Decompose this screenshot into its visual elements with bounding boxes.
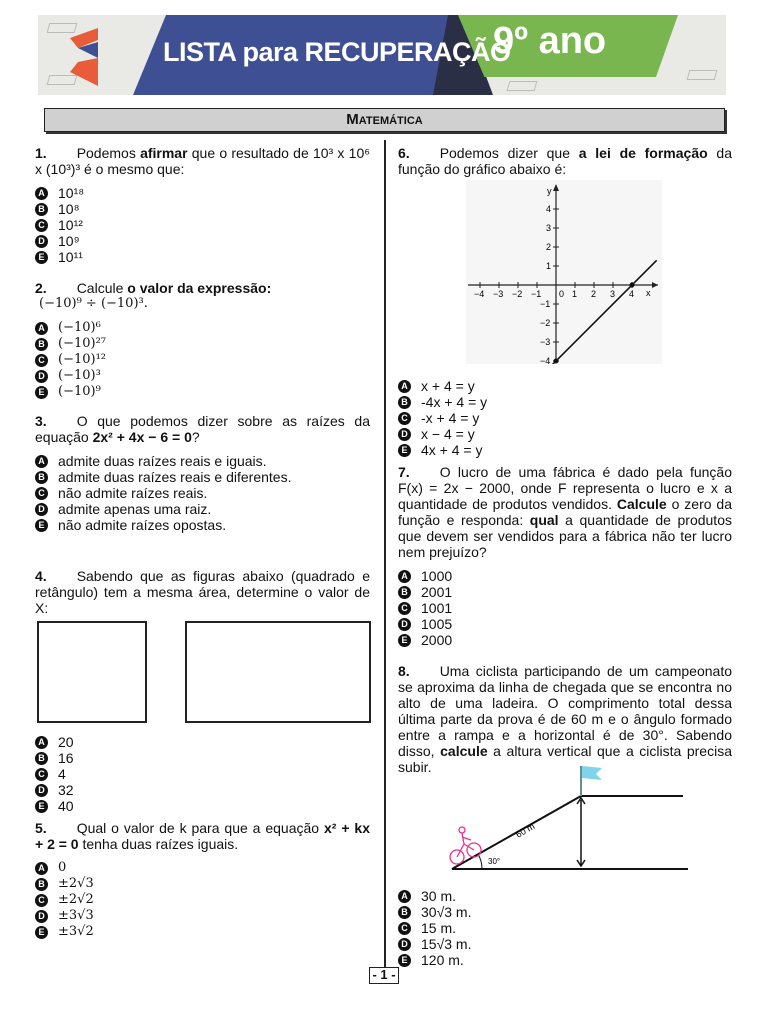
option-text: admite duas raízes reais e iguais. <box>58 453 267 469</box>
stem-text: ? <box>191 429 200 445</box>
option-text: 4x + 4 = y <box>421 442 483 458</box>
option-letter-icon: E <box>35 251 48 264</box>
option-text: ±2√2 <box>58 892 94 907</box>
option-e[interactable] <box>35 517 370 533</box>
option-text: 4 <box>58 766 66 782</box>
question-number: 1. <box>35 145 47 161</box>
option-text: 10¹⁸ <box>58 185 85 201</box>
option-e[interactable] <box>35 384 370 400</box>
question-stem <box>398 464 732 560</box>
question-number: 6. <box>398 145 410 161</box>
option-letter-icon: D <box>35 370 48 383</box>
option-a[interactable] <box>398 378 732 394</box>
option-text: 2001 <box>421 584 453 600</box>
option-c[interactable] <box>398 410 732 426</box>
option-b[interactable] <box>398 584 732 600</box>
option-letter-icon: B <box>398 396 411 409</box>
option-letter-icon: D <box>35 910 48 923</box>
option-text: (−10)³ <box>58 368 101 383</box>
option-text: (−10)²⁷ <box>58 336 107 351</box>
y-tick-label: −1 <box>540 299 551 309</box>
option-letter-icon: C <box>35 487 48 500</box>
option-text: admite duas raízes reais e diferentes. <box>58 469 292 485</box>
option-text: 10¹¹ <box>58 249 83 265</box>
options-list <box>35 185 370 265</box>
stem-text: qual <box>529 512 559 528</box>
stem-text: Sabendo que as figuras abaixo (quadrado e retângulo) tem a mesma área, determine o valor de X: <box>35 568 370 616</box>
question-number: 5. <box>35 820 47 836</box>
question-3 <box>35 413 370 533</box>
stem-text: Podemos dizer que <box>439 145 579 161</box>
option-b[interactable] <box>35 876 370 892</box>
angle-label: 30° <box>488 857 501 866</box>
stem-text: a altura vertical que a ciclista precisa subir. <box>398 743 732 775</box>
x-tick-label: −4 <box>474 289 485 299</box>
stem-text: a lei de formação <box>578 145 708 161</box>
y-axis-label: y <box>547 186 552 196</box>
x-intercept-point <box>630 283 635 288</box>
option-c[interactable] <box>35 766 370 782</box>
option-text: x − 4 = y <box>421 426 475 442</box>
option-letter-icon: E <box>398 634 411 647</box>
option-text: ±3√3 <box>58 908 94 923</box>
option-b[interactable] <box>35 201 370 217</box>
y-tick-label: 3 <box>546 223 552 233</box>
x-tick-label: −3 <box>493 289 504 299</box>
options-list <box>398 888 732 968</box>
option-letter-icon: A <box>398 890 411 903</box>
option-text: 40 <box>58 798 74 814</box>
option-letter-icon: C <box>35 768 48 781</box>
option-letter-icon: A <box>398 380 411 393</box>
option-c[interactable] <box>35 485 370 501</box>
option-letter-icon: D <box>35 784 48 797</box>
header-banner <box>38 15 726 95</box>
option-text: (−10)⁶ <box>58 320 101 335</box>
x-arrow-icon <box>652 282 658 288</box>
stem-text: o valor da expressão: <box>123 280 272 296</box>
option-e[interactable] <box>35 249 370 265</box>
option-b[interactable] <box>398 394 732 410</box>
option-letter-icon: C <box>398 602 411 615</box>
option-text: (−10)⁹ <box>58 384 101 399</box>
option-d[interactable] <box>35 908 370 924</box>
option-text: admite apenas uma raiz. <box>58 501 212 517</box>
question-stem <box>35 568 370 616</box>
stem-text: afirmar <box>140 145 188 161</box>
option-c[interactable] <box>398 600 732 616</box>
option-letter-icon: A <box>35 322 48 335</box>
stem-text: a quantidade de produtos que devem ser vendidos para a fábrica não ter lucro nem prejuízo? <box>398 512 732 560</box>
ramp-figure <box>440 762 690 874</box>
option-letter-icon: B <box>35 752 48 765</box>
cyclist-icon <box>450 827 481 864</box>
option-letter-icon: C <box>35 894 48 907</box>
function-graph <box>466 180 662 364</box>
option-text: 30√3 m. <box>421 904 472 920</box>
question-stem <box>35 413 370 445</box>
option-letter-icon: B <box>398 906 411 919</box>
y-tick-label: −2 <box>540 318 551 328</box>
option-d[interactable] <box>398 936 732 952</box>
stem-text: que o resultado de 10³ x 10⁶ x (10³)³ é o mesmo que: <box>35 145 370 177</box>
x-tick-label: −1 <box>531 289 542 299</box>
option-letter-icon: A <box>35 187 48 200</box>
grade-label: 9º ano <box>493 20 607 62</box>
option-letter-icon: D <box>35 503 48 516</box>
option-text: não admite raízes opostas. <box>58 517 227 533</box>
option-a[interactable] <box>398 888 732 904</box>
flag-icon <box>582 766 602 780</box>
question-stem <box>398 145 732 177</box>
y-tick-label: −3 <box>540 337 551 347</box>
option-text: 30 m. <box>421 888 457 904</box>
stem-text: o zero da função e responda: <box>398 496 732 528</box>
option-text: 2000 <box>421 632 453 648</box>
column-divider <box>384 140 386 968</box>
option-letter-icon: D <box>35 235 48 248</box>
option-b[interactable] <box>35 336 370 352</box>
stem-text: calcule <box>440 743 488 759</box>
options-list <box>35 860 370 940</box>
options-list <box>35 734 370 814</box>
question-7 <box>398 464 732 648</box>
option-a[interactable] <box>35 734 370 750</box>
option-e[interactable] <box>35 924 370 940</box>
option-d[interactable] <box>35 782 370 798</box>
option-text: 32 <box>58 782 74 798</box>
option-letter-icon: C <box>35 219 48 232</box>
y-tick-label: −4 <box>540 356 551 364</box>
page-number: - 1 - <box>369 967 399 984</box>
option-c[interactable] <box>35 352 370 368</box>
option-a[interactable] <box>35 320 370 336</box>
option-d[interactable] <box>398 426 732 442</box>
option-letter-icon: D <box>398 938 411 951</box>
question-stem <box>35 145 370 177</box>
option-text: 10¹² <box>58 217 83 233</box>
option-text: 0 <box>58 860 67 875</box>
option-d[interactable] <box>398 616 732 632</box>
y-tick-label: 4 <box>546 204 552 214</box>
stem-text: 2x² + 4x − 6 = 0 <box>92 429 192 445</box>
ramp-length-label: 60 m <box>514 821 537 840</box>
x-axis-label: x <box>646 288 651 298</box>
stem-text: tenha duas raízes iguais. <box>78 836 239 852</box>
x-tick-label: 3 <box>610 289 616 299</box>
y-tick-label: 1 <box>546 261 552 271</box>
option-text: 10⁹ <box>58 233 80 249</box>
option-text: não admite raízes reais. <box>58 485 208 501</box>
y-intercept-point <box>554 359 559 364</box>
stem-text: Qual o valor de k para que a equação <box>76 820 324 836</box>
option-letter-icon: B <box>35 878 48 891</box>
option-e[interactable] <box>398 442 732 458</box>
option-letter-icon: C <box>398 412 411 425</box>
option-a[interactable] <box>398 568 732 584</box>
stem-text: Podemos <box>76 145 141 161</box>
option-letter-icon: E <box>35 926 48 939</box>
option-a[interactable] <box>35 860 370 876</box>
stem-text: Calcule <box>616 496 667 512</box>
option-b[interactable] <box>35 750 370 766</box>
option-letter-icon: B <box>35 203 48 216</box>
option-c[interactable] <box>35 892 370 908</box>
option-e[interactable] <box>35 798 370 814</box>
option-text: 1001 <box>421 600 453 616</box>
question-stem <box>398 663 732 775</box>
question-number: 4. <box>35 568 47 584</box>
option-b[interactable] <box>398 904 732 920</box>
option-text: 1000 <box>421 568 453 584</box>
logo-icon <box>70 28 100 86</box>
option-letter-icon: B <box>398 586 411 599</box>
option-letter-icon: C <box>398 922 411 935</box>
option-e[interactable] <box>398 632 732 648</box>
option-letter-icon: C <box>35 354 48 367</box>
options-list <box>398 568 732 648</box>
option-letter-icon: A <box>35 736 48 749</box>
option-letter-icon: B <box>35 471 48 484</box>
question-stem <box>35 280 370 296</box>
option-letter-icon: E <box>35 519 48 532</box>
y-arrow-icon <box>553 184 559 191</box>
question-number: 2. <box>35 280 47 296</box>
question-number: 3. <box>35 413 47 429</box>
stem-text: x² + kx + 2 = 0 <box>35 820 370 852</box>
square-figure <box>37 621 147 723</box>
question-2 <box>35 280 370 400</box>
option-text: -4x + 4 = y <box>421 394 488 410</box>
option-b[interactable] <box>35 469 370 485</box>
option-letter-icon: E <box>398 444 411 457</box>
options-list <box>35 453 370 533</box>
option-letter-icon: E <box>35 800 48 813</box>
question-4 <box>35 568 370 616</box>
stem-text: da função do gráfico abaixo é: <box>398 145 732 177</box>
x-tick-label: 0 <box>559 289 565 299</box>
option-letter-icon: E <box>398 954 411 967</box>
option-text: (−10)¹² <box>58 352 107 367</box>
option-text: x + 4 = y <box>421 378 475 394</box>
option-text: 16 <box>58 750 74 766</box>
option-text: 120 m. <box>421 952 464 968</box>
options-list <box>398 378 732 458</box>
option-letter-icon: D <box>398 618 411 631</box>
option-text: 1005 <box>421 616 453 632</box>
option-letter-icon: A <box>35 455 48 468</box>
question-number: 8. <box>398 663 410 679</box>
option-text: 10⁸ <box>58 201 80 217</box>
stem-text: O que podemos dizer sobre as raízes da equação <box>35 413 370 445</box>
stem-text: Uma ciclista participando de um campeonato se aproxima da linha de chegada que se encontra no alto de uma ladeira. O comprimento total dessa última parte da prova é de 60 m e o ângulo formado entre a rampa e a horizontal é de 30°. Sabendo disso, <box>398 663 732 759</box>
option-text: -x + 4 = y <box>421 410 480 426</box>
question-8 <box>398 663 732 775</box>
option-d[interactable] <box>35 233 370 249</box>
question-stem <box>35 820 370 852</box>
option-text: ±2√3 <box>58 876 94 891</box>
option-d[interactable] <box>35 501 370 517</box>
question-number: 7. <box>398 464 410 480</box>
x-tick-label: −2 <box>512 289 523 299</box>
option-text: 15√3 m. <box>421 936 472 952</box>
y-tick-label: 2 <box>546 242 552 252</box>
expression: (−10)⁹ ÷ (−10)³. <box>39 296 148 311</box>
question-6 <box>398 145 732 177</box>
stem-text: Calcule <box>76 280 124 296</box>
function-line <box>550 260 656 364</box>
question-1 <box>35 145 370 265</box>
subject-title: Matemática <box>44 108 725 132</box>
option-e[interactable] <box>398 952 732 968</box>
header-title: LISTA para RECUPERAÇÃO <box>163 37 511 67</box>
option-letter-icon: A <box>398 570 411 583</box>
question-5 <box>35 820 370 940</box>
stem-text: O lucro de uma fábrica é dado pela função F(x) = 2x − 2000, onde F representa o lucro e x a quantidade de produtos vendidos. <box>398 464 732 512</box>
option-text: ±3√2 <box>58 924 94 939</box>
option-d[interactable] <box>35 368 370 384</box>
option-letter-icon: A <box>35 862 48 875</box>
option-letter-icon: B <box>35 338 48 351</box>
x-tick-label: 4 <box>629 289 635 299</box>
rectangle-figure <box>185 621 371 723</box>
option-text: 20 <box>58 734 74 750</box>
option-c[interactable] <box>398 920 732 936</box>
option-a[interactable] <box>35 185 370 201</box>
option-c[interactable] <box>35 217 370 233</box>
option-a[interactable] <box>35 453 370 469</box>
x-tick-label: 2 <box>591 289 597 299</box>
option-letter-icon: E <box>35 386 48 399</box>
x-tick-label: 1 <box>572 289 578 299</box>
option-letter-icon: D <box>398 428 411 441</box>
option-text: 15 m. <box>421 920 457 936</box>
options-list <box>35 320 370 400</box>
